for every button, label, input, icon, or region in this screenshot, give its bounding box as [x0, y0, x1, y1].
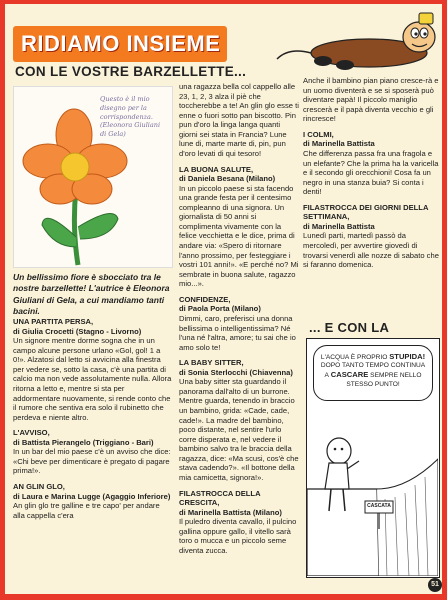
column-3 [303, 76, 440, 270]
page-title: RIDIAMO INSIEME [21, 31, 221, 56]
drawing-caption: Un bellissimo fiore è sbocciato tra le nostre barzellette! L'autrice è Eleonora Giuliani di Gela, a cui mandiamo tanti bacini. [13, 272, 170, 316]
joke-body: In un bar del mio paese c'è un avviso che dice: «Chi beve per dimenticare è pregato di pagare prima!». [13, 447, 171, 476]
joke-author: di Giulia Crocetti (Stagno - Livorno) [13, 326, 142, 336]
joke-title: LA BUONA SALUTE, [179, 164, 254, 174]
joke-body: Lunedì parti, martedì passò da mercoledì, per avvertire giovedì di trovarsi venerdì alle nozze di sabato che si faranno domenica. [303, 231, 439, 270]
speech-bubble [313, 345, 433, 401]
page-number: 51 [428, 578, 442, 592]
joke-title: I COLMI, [303, 129, 334, 139]
column-2 [179, 82, 299, 555]
joke-body: una ragazza bella col cappello alle 23, 1, 2, 3 alza il piè che toccherebbe a te! An glin glo esse ti enne o fuori sotto pan biscotto. Pin pun d'oro la linga langa quanti giorni sei stata in Francia? Lune lune di, marte marte di, pin, pun d'oro levati di qui tesoro! [179, 82, 299, 158]
joke-body: Anche il bambino pian piano cresce-rà e un uomo diventerà e se si sposerà può diventare papà! Il piccolo maniglio crescerà e il papà diventa vecchio e gli rincresce! [303, 76, 439, 124]
joke-author: di Daniela Besana (Milano) [179, 174, 276, 184]
bubble-text: L'ACQUA È PROPRIO [320, 354, 388, 361]
joke-body: Che differenza passa fra una fragola e un elefante? Che la prima ha la varicella e il secondo gli orecchioni! Cosa fa un negro in una stanza buia? Si conta i denti! [303, 148, 439, 197]
joke-body: Una baby sitter sta guardando il panorama dall'alto di un burrone. Mentre guarda, tenendo in braccio un bambino, grida: «Cade, cade, cade!». La madre del bambino, poco distante, nel sentire l'urlo corre disperata e, nel vedere il bambino salvo tra le braccia della ragazza, dice: «Ma scusi, cos'è che stava cadendo?». «Il bottone della mia camicetta, signora!». [179, 377, 299, 482]
comic-panel [306, 338, 440, 578]
joke-author: di Marinella Battista [303, 221, 375, 231]
joke-title: UNA PARTITA PERSA, [13, 317, 94, 326]
joke-body: An glin glo tre galline e tre capo' per andare alla cappella c'era [13, 501, 160, 520]
joke-author: di Sonia Sterlocchi (Chiavenna) [179, 367, 293, 377]
joke-title: AN GLIN GLO, [13, 482, 65, 491]
joke-body: Dimmi, caro, preferisci una donna bellissima o intelligentissima? Né l'una né l'altra, amore; tu sai che io amo solo te! [179, 313, 296, 352]
joke-title: LA BABY SITTER, [179, 358, 244, 368]
reader-drawing [13, 86, 173, 268]
waterfall-sign: CASCATA [367, 503, 391, 509]
bubble-emphasis: STUPIDA! [389, 352, 426, 361]
column-1 [13, 317, 173, 520]
joke-title: CONFIDENZE, [179, 294, 231, 304]
bubble-text: DOPO TANTO TEMPO CONTINUA A [320, 362, 426, 380]
joke-body: Il puledro diventa cavallo, il pulcino gallina oppure gallo, il vitello sarà toro o mucca e un piccolo seme diventa zucca. [179, 517, 297, 555]
bubble-emphasis: CASCARE [330, 370, 369, 380]
joke-title: FILASTROCCA DEI GIORNI DELLA SETTIMANA, [303, 202, 429, 222]
joke-author: di Paola Porta (Milano) [179, 304, 261, 314]
joke-author: di Marinella Battista [303, 139, 375, 149]
page-subtitle: CON LE VOSTRE BARZELLETTE... [15, 64, 247, 79]
joke-author: di Marinella Battista (Milano) [179, 507, 282, 517]
magazine-page [5, 4, 442, 594]
joke-title: FILASTROCCA DELLA CRESCITA, [179, 488, 261, 508]
joke-author: di Battista Pierangelo (Triggiano - Bari) [13, 437, 154, 447]
joke-body: Un signore mentre dorme sogna che in un campo alcune persone urlano «Gol, gol! 1 a 0!». Alzatosi dal letto si avvicina alla finestra per vedere se, sotto la casa, c'è una partita di calcio ma non vede assolutamente nulla. Allora ritorna a letto e, mentre si sta per addormentare nuovamente, si rende conto che il rumore che sentiva era solo il rubinetto che perdeva e niente altro. [13, 336, 172, 422]
comic-heading: ... E CON LA [309, 320, 389, 335]
joke-body: In un piccolo paese si sta facendo una grande festa per il centesimo compleanno di una signora. Un giornalista di 50 anni si complimenta vivamente con la felice vecchietta e le dice, prima di andare via: «Spero di ritornare l'anno prossimo, per festeggiare i vostri 101 anni!». «E perché no? Mi sembrate in buona salute, ragazzo mio...». [179, 183, 299, 289]
drawing-handwriting: Questo è il mio disegno per la corrispondenza. (Eleonora Giuliani di Gela) [100, 95, 161, 139]
mascot-illustration [269, 9, 442, 77]
joke-author: di Laura e Marina Lugge (Agaggio Inferiore) [13, 491, 171, 501]
bubble-text: SEMPRE NELLO STESSO PUNTO! [346, 372, 422, 388]
joke-title: L'AVVISO, [13, 428, 50, 438]
